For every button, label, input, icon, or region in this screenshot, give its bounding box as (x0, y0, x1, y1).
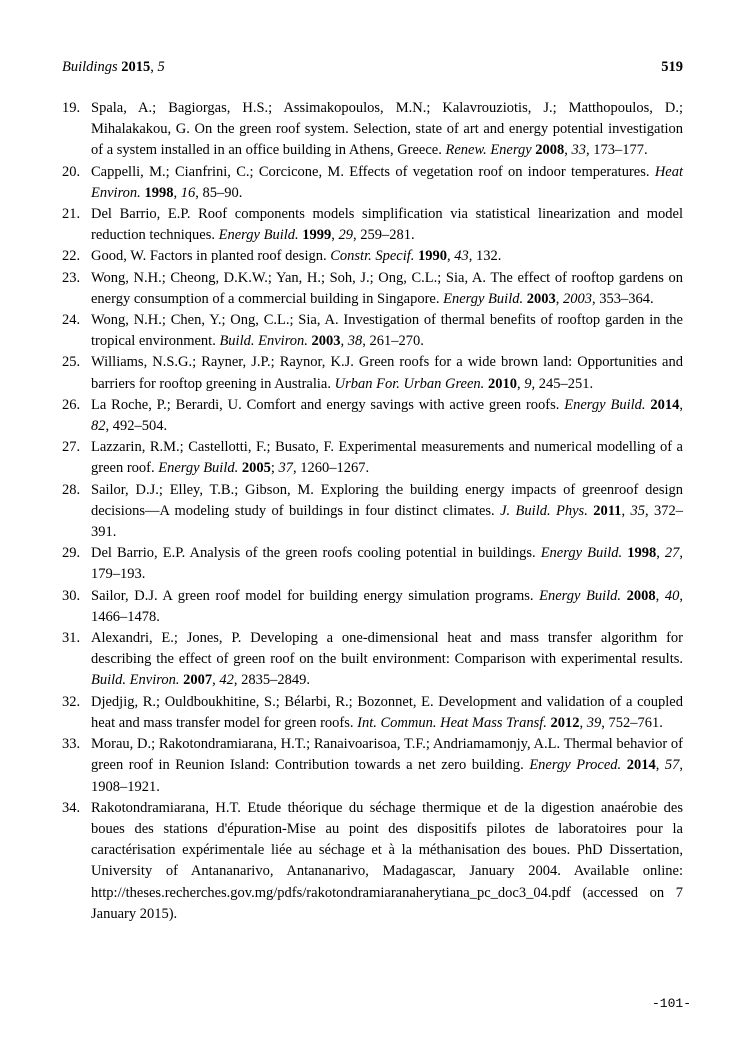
bold-segment: 2012 (550, 714, 580, 731)
reference-number: 19. (62, 100, 81, 116)
text-segment: , (173, 184, 181, 201)
text-segment: , (656, 545, 665, 562)
reference-number: 25. (62, 354, 81, 371)
reference-item (62, 798, 683, 925)
reference-text (91, 630, 683, 688)
reference-list (62, 98, 683, 925)
reference-text (91, 800, 683, 922)
italic-segment: 37 (278, 460, 294, 477)
text-segment: , (331, 227, 339, 244)
text-segment: , (340, 333, 348, 350)
italic-segment: Build. Environ. (219, 333, 308, 350)
reference-number: 32. (62, 693, 81, 710)
text-segment: , 179–193. (91, 545, 684, 583)
italic-segment: Energy Build. (158, 460, 239, 477)
text-segment: , (655, 757, 665, 774)
italic-segment: Energy Proced. (529, 757, 622, 774)
text-segment: , (621, 502, 631, 519)
bold-segment: 2011 (593, 502, 622, 519)
italic-segment: Build. Environ. (91, 672, 180, 689)
journal-name: Buildings (62, 59, 118, 75)
text-segment: Wong, N.H.; Cheong, D.K.W.; Yan, H.; Soh, J.; Ong, C.L.; Sia, A. The effect of rooftop gardens on energy consumption of a commercial building in Singapore. (91, 269, 683, 307)
reference-number: 22. (62, 248, 81, 265)
reference-item (62, 98, 683, 162)
reference-number: 24. (62, 312, 81, 329)
text-segment: , 1908–1921. (91, 757, 683, 795)
reference-number: 31. (62, 630, 81, 647)
text-segment: , (516, 375, 525, 392)
reference-text (91, 312, 683, 349)
reference-text (91, 206, 683, 243)
italic-segment: Int. Commun. Heat Mass Transf. (357, 714, 547, 731)
bold-segment: 2010 (487, 375, 517, 392)
text-segment: , (212, 672, 220, 689)
reference-item (62, 246, 683, 267)
italic-segment: Energy Build. (218, 227, 299, 244)
italic-segment: 35 (630, 502, 645, 519)
italic-segment: Energy Build. (539, 587, 622, 604)
text-segment: , 259–281. (353, 227, 415, 244)
reference-text (91, 439, 683, 476)
text-segment: Williams, N.S.G.; Rayner, J.P.; Raynor, K.J. Green roofs for a wide brown land: Opportunities and barriers for rooftop greening in Australia. (91, 354, 683, 392)
text-segment: , 245–251. (531, 375, 594, 392)
reference-item (62, 628, 683, 692)
reference-text (91, 545, 683, 582)
text-segment: Lazzarin, R.M.; Castellotti, F.; Busato, F. Experimental measurements and numerical modelling of a green roof. (91, 439, 683, 477)
reference-item (62, 352, 683, 394)
reference-text (91, 100, 683, 158)
text-segment: Sailor, D.J.; Elley, T.B.; Gibson, M. Exploring the building energy impacts of greenroof design decisions—A modeling study of buildings in four distinct climates. (91, 481, 683, 519)
text-segment: Del Barrio, E.P. Roof components models simplification via statistical linearization and model reduction techniques. (91, 206, 683, 244)
text-segment: , 2835–2849. (233, 672, 310, 689)
journal-year: 2015 (121, 59, 151, 75)
text-segment: , (564, 142, 572, 159)
journal-citation: Buildings 2015, 5 (62, 59, 165, 75)
text-segment: , (447, 248, 455, 265)
text-segment: Wong, N.H.; Chen, Y.; Ong, C.L.; Sia, A. Investigation of thermal benefits of rooftop garden in the tropical environment. (91, 312, 683, 350)
italic-segment: 16 (180, 184, 196, 201)
italic-segment: Energy Build. (564, 396, 646, 413)
bold-segment: 1998 (144, 184, 174, 201)
text-segment: Del Barrio, E.P. Analysis of the green roofs cooling potential in buildings. (91, 545, 541, 562)
italic-segment: 57 (664, 757, 680, 774)
text-segment: Rakotondramiarana, H.T. Etude théorique du séchage thermique et de la digestion anaérobie des boues des stations d'épuration-Mise au point des dispositifs pilotes de laboratoires pour la caractérisation expérimentale liée au séchage et à la méthanisation des boues. PhD Dissertation, University of Antananarivo, Antananarivo, Madagascar, January 2004. Available online: http://theses.recherches.gov.mg/pdfs/rakotondramiaranaherytiana_pc_doc3_04.pdf (accessed on 7 January 2015). (91, 799, 683, 922)
italic-segment: Renew. Energy (445, 142, 532, 159)
text-segment: , (579, 714, 587, 731)
reference-text (91, 482, 683, 540)
italic-segment: Heat Environ. (91, 163, 683, 201)
reference-number: 30. (62, 587, 81, 604)
reference-item (62, 692, 683, 734)
text-segment: Good, W. Factors in planted roof design. (91, 248, 331, 265)
reference-item (62, 543, 683, 585)
text-segment: La Roche, P.; Berardi, U. Comfort and energy savings with active green roofs. (91, 396, 565, 413)
italic-segment: 39 (586, 714, 602, 731)
reference-item (62, 395, 683, 437)
text-segment: Spala, A.; Bagiorgas, H.S.; Assimakopoulos, M.N.; Kalavrouziotis, J.; Matthopoulos, D.; Mihalakakou, G. On the green roof system. Selection, state of art and energy potential investigation of a system installed in an office building in Athens, Greece. (91, 100, 683, 159)
reference-text (91, 164, 683, 201)
reference-number: 33. (62, 736, 81, 753)
page-footer-label: -101- (651, 996, 691, 1011)
reference-item (62, 268, 683, 310)
reference-text (91, 694, 683, 731)
italic-segment: 38 (347, 333, 363, 350)
italic-segment: Constr. Specif. (330, 248, 415, 265)
italic-segment: Energy Build. (443, 290, 524, 307)
bold-segment: 2014 (626, 757, 656, 774)
italic-segment: 27 (664, 545, 680, 562)
text-segment: , 132. (468, 248, 502, 265)
italic-segment: 42 (219, 672, 234, 689)
italic-segment: 40 (664, 587, 680, 604)
reference-item (62, 162, 683, 204)
bold-segment: 2007 (183, 672, 213, 689)
reference-number: 20. (62, 163, 81, 180)
text-segment: Cappelli, M.; Cianfrini, C.; Corcicone, M. Effects of vegetation roof on indoor temperatures. (91, 163, 655, 180)
text-segment: Sailor, D.J. A green roof model for building energy simulation programs. (91, 587, 540, 604)
page-number: 519 (661, 59, 683, 75)
reference-text (91, 248, 501, 264)
reference-number: 23. (62, 269, 81, 286)
reference-text (91, 588, 683, 625)
text-segment: Morau, D.; Rakotondramiarana, H.T.; Ranaivoarisoa, T.F.; Andriamamonjy, A.L. Thermal behavior of green roof in Reunion Island: Contribution towards a net zero building. (91, 736, 683, 774)
text-segment: , 261–270. (362, 333, 424, 350)
reference-item (62, 586, 683, 628)
italic-segment: 29 (338, 227, 354, 244)
bold-segment: 1999 (302, 227, 332, 244)
text-segment: , 353–364. (591, 290, 654, 307)
reference-item (62, 204, 683, 246)
text-segment: , (555, 290, 563, 307)
text-segment: Alexandri, E.; Jones, P. Developing a one-dimensional heat and mass transfer algorithm for describing the effect of green roof on the built environment: Comparison with experimental results. (91, 630, 683, 668)
italic-segment: Urban For. Urban Green. (334, 375, 485, 392)
text-segment: , 752–761. (601, 714, 663, 731)
bold-segment: 2005 (241, 460, 271, 477)
journal-volume: 5 (157, 59, 165, 75)
italic-segment: 33 (571, 142, 587, 159)
bold-segment: 1990 (418, 248, 448, 265)
reference-number: 21. (62, 206, 81, 223)
italic-segment: 82 (91, 418, 106, 435)
italic-segment: 43 (454, 248, 469, 265)
reference-number: 26. (62, 396, 81, 413)
reference-item (62, 734, 683, 798)
text-segment: , 372–391. (91, 502, 683, 541)
bold-segment: 2008 (535, 142, 565, 159)
text-segment: , 173–177. (586, 142, 648, 159)
text-segment: ; (270, 460, 279, 477)
reference-item (62, 480, 683, 544)
reference-text (91, 270, 683, 307)
italic-segment: Energy Build. (540, 545, 623, 562)
bold-segment: 2008 (626, 587, 656, 604)
bold-segment: 2014 (650, 396, 680, 413)
italic-segment: J. Build. Phys. (500, 502, 588, 519)
reference-item (62, 437, 683, 479)
reference-number: 34. (62, 799, 81, 816)
italic-segment: 2003 (562, 290, 592, 307)
reference-number: 28. (62, 481, 81, 498)
reference-number: 27. (62, 439, 81, 456)
text-segment: , (679, 396, 684, 413)
bold-segment: 2003 (526, 290, 556, 307)
reference-item (62, 310, 683, 352)
bold-segment: 1998 (627, 545, 657, 562)
text-segment: , (655, 587, 665, 604)
text-segment: Djedjig, R.; Ouldboukhitine, S.; Bélarbi, R.; Bozonnet, E. Development and validation of a coupled heat and mass transfer model for green roofs. (91, 693, 683, 731)
text-segment: , 492–504. (105, 418, 168, 435)
reference-text (91, 736, 683, 794)
text-segment: , 1260–1267. (293, 460, 370, 477)
bold-segment: 2003 (311, 333, 341, 350)
reference-text (91, 354, 683, 391)
reference-number: 29. (62, 545, 81, 562)
text-segment: , 1466–1478. (91, 587, 683, 625)
reference-text (91, 397, 683, 434)
text-segment: , 85–90. (195, 184, 243, 201)
italic-segment: 9 (524, 375, 532, 392)
